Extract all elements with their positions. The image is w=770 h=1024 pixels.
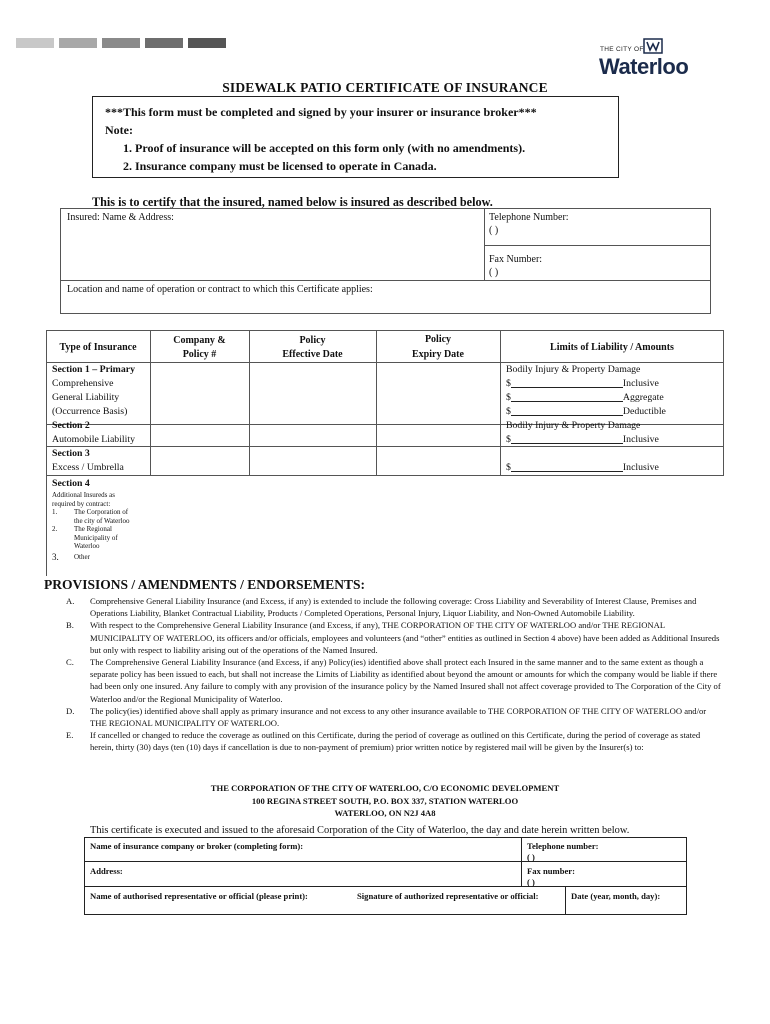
limits-label: Bodily Injury & Property Damage: [506, 364, 641, 375]
note-line-1: ***This form must be completed and signed by your insurer or insurance broker***: [105, 105, 537, 119]
logo-big-text: Waterloo: [599, 54, 689, 79]
section-1: [52, 363, 135, 419]
section-4-line: required by contract:: [52, 499, 111, 508]
provision-e: [58, 729, 723, 753]
instruction-note-box: [92, 96, 619, 178]
amount-line[interactable]: [511, 461, 623, 472]
limit-type: Deductible: [622, 406, 666, 417]
provision-b: [58, 619, 723, 656]
color-bar-5: [188, 38, 226, 48]
representative-name-field[interactable]: Name of authorised representative or official (please print):: [90, 891, 308, 901]
dollar-sign: $: [506, 462, 511, 473]
note-heading: Note:: [105, 123, 133, 137]
provision-letter: B.: [66, 620, 74, 631]
item-text: Waterloo: [74, 542, 100, 550]
section-2-line: Automobile Liability: [52, 434, 135, 445]
color-bar-3: [102, 38, 140, 48]
item-number: 3.: [52, 551, 59, 562]
amount-line[interactable]: [511, 433, 623, 444]
table-border: [565, 886, 566, 914]
section-1-line: (Occurrence Basis): [52, 406, 128, 417]
provision-text: Comprehensive General Liability Insurance (and Excess, if any) is extended to include the following coverage: Cross Liability and Severability of Interest Clause, Premises and Operations Liability, Blanket Contractual Liability, Products / Completed Operations, Personal Injury, Liquor Liability, and Non-Owned Automobile Liability.: [90, 596, 697, 619]
item-number: 1.: [52, 508, 58, 516]
header-type: Type of Insurance: [59, 342, 137, 353]
item-text: The Corporation of: [74, 508, 129, 516]
insured-name-field[interactable]: Insured: Name & Address:: [67, 212, 174, 223]
telephone-paren: ( ): [489, 225, 499, 236]
header-policy-number: Policy #: [182, 349, 217, 360]
note-item-2: 2. Insurance company must be licensed to operate in Canada.: [123, 159, 437, 173]
location-field[interactable]: Location and name of operation or contract to which this Certificate applies:: [67, 284, 373, 295]
table-border: [84, 837, 85, 915]
limit-inclusive-row[interactable]: [506, 377, 720, 391]
item-text: Other: [74, 552, 90, 561]
city-address: [0, 782, 770, 820]
table-border: [46, 330, 724, 331]
provisions-list: [58, 595, 723, 754]
insured-info-box: [60, 208, 711, 314]
additional-insured-2: [52, 525, 129, 551]
form-title: SIDEWALK PATIO CERTIFICATE OF INSURANCE: [222, 80, 548, 95]
amount-line[interactable]: [511, 377, 623, 388]
city-of-waterloo-logo: [598, 38, 708, 78]
dollar-sign: $: [506, 392, 511, 403]
divider: [484, 245, 711, 246]
color-bar-2: [59, 38, 97, 48]
header-expiry-date: Expiry Date: [412, 349, 464, 360]
header-limits: Limits of Liability / Amounts: [550, 342, 674, 353]
limit-type: Aggregate: [622, 392, 664, 403]
insurer-address-field[interactable]: Address:: [90, 866, 123, 876]
section-2: [52, 419, 135, 447]
limit-auto-row[interactable]: [506, 433, 720, 447]
limits-label: Bodily Injury & Property Damage: [506, 420, 641, 431]
note-item-1: 1. Proof of insurance will be accepted on this form only (with no amendments).: [123, 141, 526, 155]
provision-letter: A.: [66, 596, 75, 606]
provision-text: With respect to the Comprehensive General Liability Insurance (and Excess, if any), THE CORPORATION OF THE CITY OF WATERLOO and/or THE REGIONAL MUNICIPALITY OF WATERLOO, its officers and/or officials, employees and volunteers (and “other” entities as outlined in Section 4 above) have been added as Additional Insureds but only with respect to liability arising out of the operations of the Named Insured.: [90, 620, 720, 655]
limit-excess-row[interactable]: [506, 461, 720, 475]
divider: [61, 280, 711, 281]
amount-line[interactable]: [511, 391, 623, 402]
provision-a: [58, 595, 723, 619]
table-border: [46, 475, 724, 476]
dollar-sign: $: [506, 434, 511, 445]
section-1-title: Section 1 – Primary: [52, 364, 135, 375]
provision-letter: C.: [66, 657, 74, 668]
provision-d: [58, 705, 723, 729]
limit-aggregate-row[interactable]: [506, 391, 720, 405]
provision-letter: D.: [66, 705, 75, 716]
color-bar-1: [16, 38, 54, 48]
header-expiry: Policy: [424, 334, 452, 345]
provisions-title: PROVISIONS / AMENDMENTS / ENDORSEMENTS:: [44, 577, 366, 592]
address-line: WATERLOO, ON N2J 4A8: [334, 808, 436, 818]
insurance-table: [46, 330, 724, 576]
section-1-line: General Liability: [52, 392, 120, 403]
limit-deductible-row[interactable]: [506, 405, 720, 419]
additional-insured-1: [52, 508, 129, 525]
section-4-line: Additional Insureds as: [52, 491, 115, 499]
table-border: [84, 914, 687, 915]
telephone-field[interactable]: Telephone Number:: [489, 212, 569, 223]
header-color-bars: [16, 38, 226, 48]
execution-statement: This certificate is executed and issued to the aforesaid Corporation of the City of Waterloo, the day and date herein written below.: [90, 825, 630, 836]
logo-crest-icon: [643, 38, 663, 54]
insurer-fax-paren: ( ): [527, 877, 535, 887]
provision-text: The policy(ies) identified above shall apply as primary insurance and not excess to any other insurance available to THE CORPORATION OF THE CITY OF WATERLOO and/or THE REGIONAL MUNICIPALITY OF WATERLOO.: [90, 705, 707, 729]
table-border: [84, 837, 687, 838]
insurer-phone-paren: ( ): [527, 852, 535, 862]
limit-type: Inclusive: [622, 462, 659, 473]
section-3-line: Excess / Umbrella: [52, 462, 124, 473]
additional-insured-3[interactable]: [52, 553, 129, 562]
address-line: 100 REGINA STREET SOUTH, P.O. BOX 337, STATION WATERLOO: [251, 795, 519, 806]
limit-type: Inclusive: [622, 378, 659, 389]
table-border: [46, 330, 47, 576]
table-border: [84, 886, 687, 887]
section-3: [52, 447, 124, 475]
table-border: [686, 837, 687, 915]
item-number: 2.: [52, 525, 58, 533]
provision-letter: E.: [66, 730, 74, 741]
header-effective-date: Effective Date: [282, 349, 343, 360]
limits-section-1: [506, 363, 720, 447]
fax-paren: ( ): [489, 267, 499, 278]
table-border: [521, 837, 522, 886]
insurer-phone-field[interactable]: Telephone number:: [527, 841, 599, 851]
fax-field[interactable]: Fax Number:: [489, 254, 543, 265]
item-text: Municipality of: [74, 533, 118, 542]
signature-field[interactable]: Signature of authorized representative or official:: [357, 891, 539, 901]
insurer-name-field[interactable]: Name of insurance company or broker (completing form):: [90, 841, 304, 851]
dollar-sign: $: [506, 378, 511, 389]
table-border: [84, 861, 687, 862]
signature-box: [84, 837, 687, 915]
date-field[interactable]: Date (year, month, day):: [571, 891, 661, 901]
logo-small-text: THE CITY OF: [600, 46, 644, 53]
section-1-line: Comprehensive: [52, 378, 114, 389]
limit-type: Inclusive: [622, 434, 659, 445]
insurer-fax-field[interactable]: Fax number:: [527, 866, 575, 876]
header-company: Company &: [173, 335, 226, 346]
provision-text: If cancelled or changed to reduce the coverage as outlined on this Certificate, during the period of coverage as outlined on this Certificate, during the period of coverage as stated herein, thirty (30) days (ten (10) days if cancellation is due to non-payment of premium) prior written notice by registered mail will be given by the Insurer(s) to:: [90, 730, 701, 753]
header-effective: Policy: [299, 335, 326, 346]
amount-line[interactable]: [511, 405, 623, 416]
section-3-title: Section 3: [52, 448, 90, 459]
section-4-title: Section 4: [52, 478, 90, 489]
provision-c: [58, 656, 723, 705]
dollar-sign: $: [506, 406, 511, 417]
item-text: the city of Waterloo: [74, 516, 130, 525]
item-text: The Regional: [74, 525, 112, 533]
color-bar-4: [145, 38, 183, 48]
certify-statement: This is to certify that the insured, named below is insured as described below.: [92, 195, 493, 209]
provision-text: The Comprehensive General Liability Insurance (and Excess, if any) Policy(ies) identified above shall protect each Insured in the same manner and to the same extent as though a separate policy has been issued to each, but shall not increase the Limits of Liability as identified about beyond the amount or amounts for which the company would be liable if there had been only one insured. Any failure to comply with any provision of the insurance policy by the Named Insured shall not affect coverage provided to The Corporation of the City of Waterloo and/or the Regional Municipality of Waterloo.: [90, 657, 721, 704]
section-2-title: Section 2: [52, 420, 90, 431]
section-4: [52, 477, 129, 561]
address-line: THE CORPORATION OF THE CITY OF WATERLOO, C/O ECONOMIC DEVELOPMENT: [210, 783, 560, 793]
